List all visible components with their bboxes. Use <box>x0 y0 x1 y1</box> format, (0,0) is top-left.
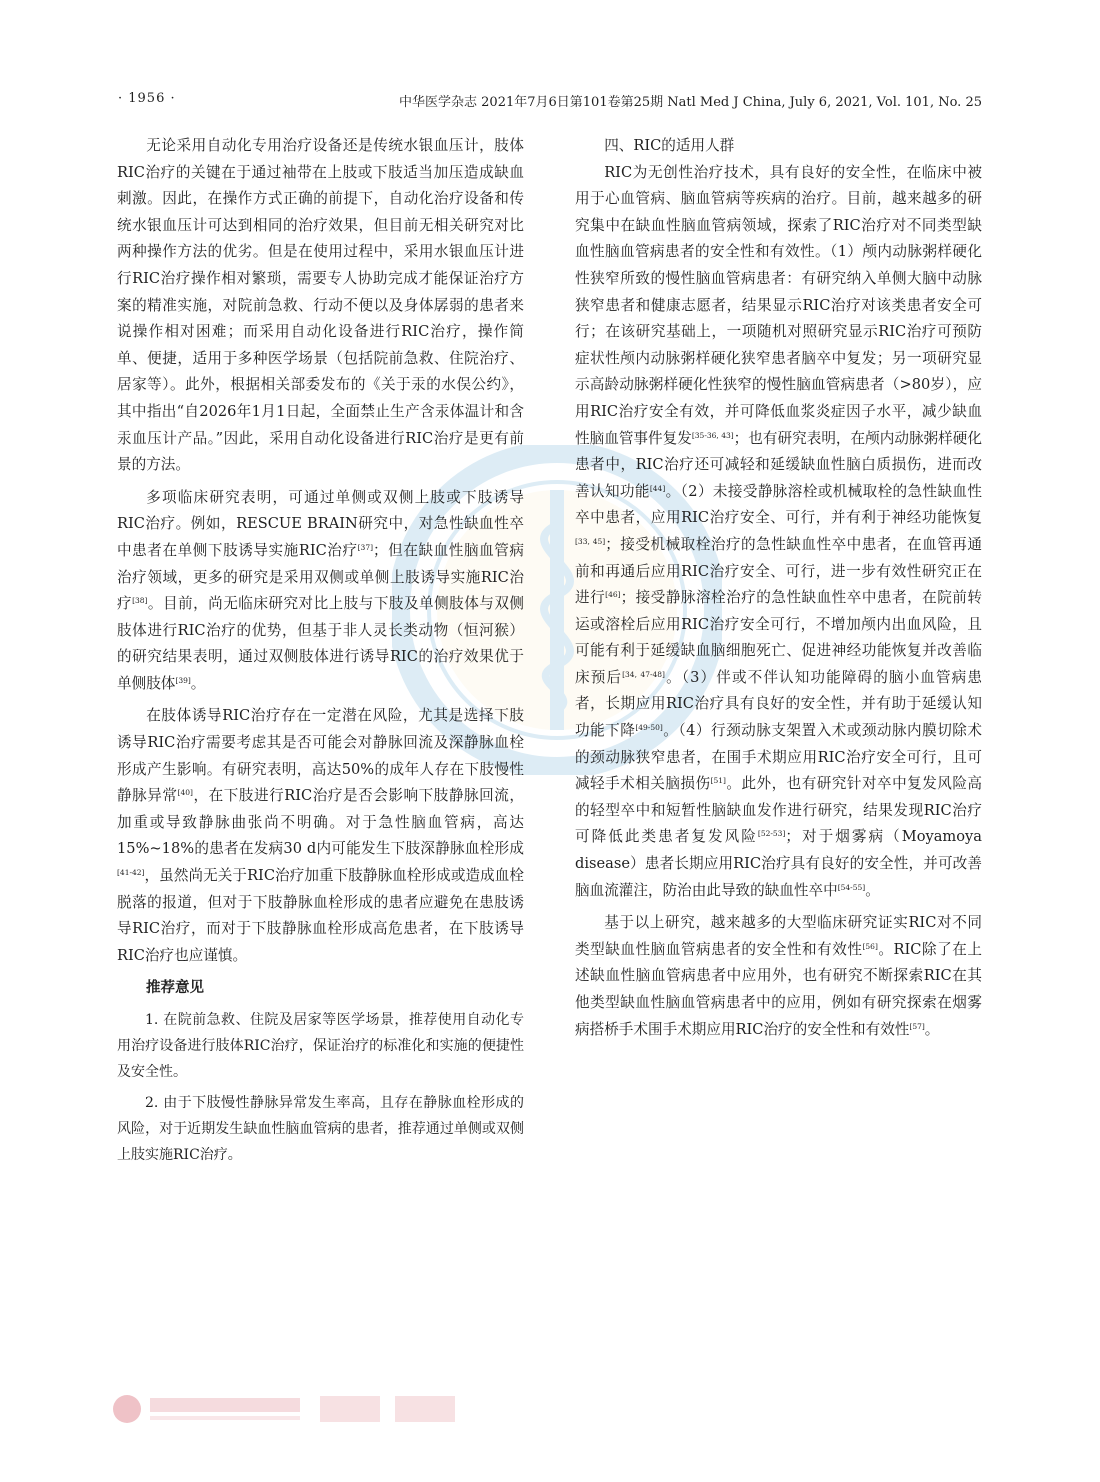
citation-ref: [40] <box>177 788 193 798</box>
paragraph: 在肢体诱导RIC治疗存在一定潜在风险，尤其是选择下肢诱导RIC治疗需要考虑其是否可能会对静脉回流及深静脉血栓形成产生影响。有研究表明，高达50%的成年人存在下肢慢性静脉异常[40]，在下肢进行RIC治疗是否会影响下肢静脉回流，加重或导致静脉曲张尚不明确。对于急性脑血管病，高达15%~18%的患者在发病30 d内可能发生下肢深静脉血栓形成[41-42]，虽然尚无关于RIC治疗加重下肢静脉血栓形成或造成血栓脱落的报道，但对于下肢静脉血栓形成的患者应避免在患肢诱导RIC治疗，而对于下肢静脉血栓形成高危患者，在下肢诱导RIC治疗也应谨慎。 <box>117 707 524 964</box>
left-column <box>117 133 524 1169</box>
citation-ref: [57] <box>909 1021 925 1031</box>
right-column <box>575 133 982 1043</box>
citation-ref: [56] <box>862 941 878 951</box>
publisher-logo-watermark <box>110 1392 470 1426</box>
citation-ref: [51] <box>710 776 726 786</box>
page-number: · 1956 · <box>118 91 176 106</box>
citation-ref: [46] <box>605 590 621 600</box>
paragraph: RIC为无创性治疗技术，具有良好的安全性，在临床中被用于心血管病、脑血管病等疾病的治疗。目前，越来越多的研究集中在缺血性脑血管病领域，探索了RIC治疗对不同类型缺血性脑血管病患者的安全性和有效性。（1）颅内动脉粥样硬化性狭窄所致的慢性脑血管病患者：有研究纳入单侧大脑中动脉狭窄患者和健康志愿者，结果显示RIC治疗对该类患者安全可行；在该研究基础上，一项随机对照研究显示RIC治疗可预防症状性颅内动脉粥样硬化狭窄患者脑卒中复发；另一项研究显示高龄动脉粥样硬化性狭窄的慢性脑血管病患者（>80岁），应用RIC治疗安全有效，并可降低血浆炎症因子水平，减少缺血性脑血管事件复发[35-36, 43]；也有研究表明，在颅内动脉粥样硬化患者中，RIC治疗还可减轻和延缓缺血性脑白质损伤，进而改善认知功能[44]。（2）未接受静脉溶栓或机械取栓的急性缺血性卒中患者，应用RIC治疗安全、可行，并有利于神经功能恢复[33, 45]；接受机械取栓治疗的急性缺血性卒中患者，在血管再通前和再通后应用RIC治疗安全、可行，进一步有效性研究正在进行[46]；接受静脉溶栓治疗的急性缺血性卒中患者，在院前转运或溶栓后应用RIC治疗安全可行，不增加颅内出血风险，且可能有利于延缓缺血脑细胞死亡、促进神经功能恢复并改善临床预后[34, 47-48]。（3）伴或不伴认知功能障碍的脑小血管病患者，长期应用RIC治疗具有良好的安全性，并有助于延缓认知功能下降[49-50]。（4）行颈动脉支架置入术或颈动脉内膜切除术的颈动脉狭窄患者，在围手术期应用RIC治疗安全可行，且可减轻手术相关脑损伤[51]。此外，也有研究针对卒中复发风险高的轻型卒中和短暂性脑缺血发作进行研究，结果发现RIC治疗可降低此类患者复发风险[52-53]；对于烟雾病（Moyamoya disease）患者长期应用RIC治疗具有良好的安全性，并可改善脑血流灌注，防治由此导致的缺血性卒中[54-55]。 <box>575 163 982 899</box>
citation-ref: [44] <box>649 483 666 493</box>
paragraph: 无论采用自动化专用治疗设备还是传统水银血压计，肢体RIC治疗的关键在于通过袖带在上肢或下肢适当加压造成缺血刺激。因此，在操作方式正确的前提下，自动化治疗设备和传统水银血压计可达到相同的治疗效果，但目前无相关研究对比两种操作方法的优劣。但是在使用过程中，采用水银血压计进行RIC治疗操作相对繁琐，需要专人协助完成才能保证治疗方案的精准实施，对院前急救、行动不便以及身体孱弱的患者来说操作相对困难；而采用自动化设备进行RIC治疗，操作简单、便捷，适用于多种医学场景（包括院前急救、住院治疗、居家等）。此外，根据相关部委发布的《关于汞的水俣公约》，其中指出“自2026年1月1日起，全面禁止生产含汞体温计和含汞血压计产品。”因此，采用自动化设备进行RIC治疗是更有前景的方法。 <box>117 137 524 474</box>
citation-ref: [39] <box>175 675 191 685</box>
citation-ref: [34, 47-48] <box>622 669 665 679</box>
running-header <box>118 91 982 113</box>
recommendation-item: 2. 由于下肢慢性静脉异常发生率高，且存在静脉血栓形成的风险，对于近期发生缺血性脑血管病的患者，推荐通过单侧或双侧上肢实施RIC治疗。 <box>117 1095 524 1163</box>
journal-citation: 中华医学杂志 2021年7月6日第101卷第25期 Natl Med J China, July 6, 2021, Vol. 101, No. 25 <box>399 95 982 110</box>
citation-ref: [49-50] <box>635 723 663 733</box>
section-heading: 四、RIC的适用人群 <box>604 137 735 154</box>
citation-ref: [35-36, 43] <box>691 430 734 440</box>
citation-ref: [41-42] <box>117 868 145 878</box>
citation-ref: [38] <box>132 596 148 606</box>
citation-ref: [52-53] <box>757 829 786 839</box>
citation-ref: [54-55] <box>837 882 866 892</box>
paragraph: 基于以上研究，越来越多的大型临床研究证实RIC对不同类型缺血性脑血管病患者的安全性和有效性[56]。RIC除了在上述缺血性脑血管病患者中应用外，也有研究不断探索RIC在其他类型缺血性脑血管病患者中的应用，例如有研究探索在烟雾病搭桥手术围手术期应用RIC治疗的安全性和有效性[57]。 <box>575 914 982 1038</box>
recommendation-heading: 推荐意见 <box>146 980 204 997</box>
citation-ref: [33, 45] <box>575 536 606 546</box>
paragraph: 多项临床研究表明，可通过单侧或双侧上肢或下肢诱导RIC治疗。例如，RESCUE BRAIN研究中，对急性缺血性卒中患者在单侧下肢诱导实施RIC治疗[37]；但在缺血性脑血管病治疗领域，更多的研究是采用双侧或单侧上肢诱导实施RIC治疗[38]。目前，尚无临床研究对比上肢与下肢及单侧肢体与双侧肢体进行RIC治疗的优势，但基于非人灵长类动物（恒河猴）的研究结果表明，通过双侧肢体进行诱导RIC的治疗效果优于单侧肢体[39]。 <box>117 488 524 692</box>
citation-ref: [37] <box>357 542 374 552</box>
recommendation-item: 1. 在院前急救、住院及居家等医学场景，推荐使用自动化专用治疗设备进行肢体RIC治疗，保证治疗的标准化和实施的便捷性及安全性。 <box>117 1012 524 1080</box>
